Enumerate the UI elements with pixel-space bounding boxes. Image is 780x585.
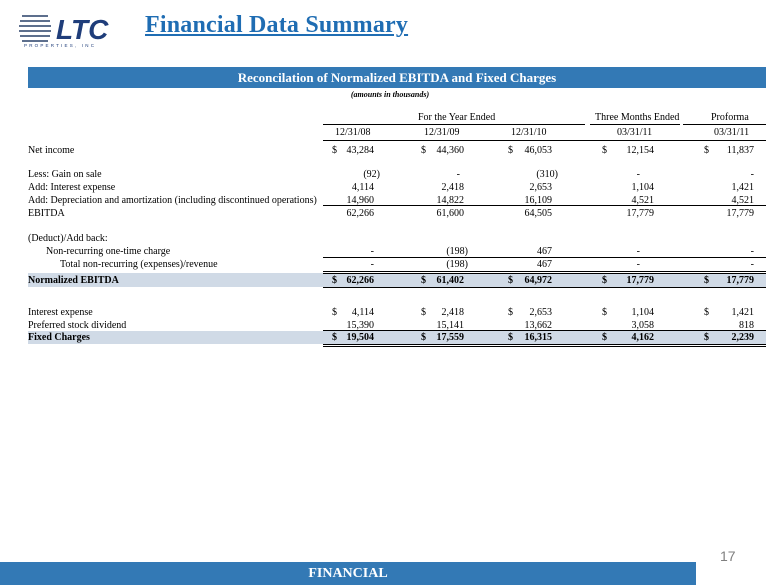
column-header: 12/31/08 [335,127,371,138]
table-cell: 2,653 [529,182,552,193]
row-label-deduct-add-back: (Deduct)/Add back: [28,233,108,244]
table-cell: 64,972 [524,275,552,286]
company-logo [18,12,130,48]
currency-symbol: $ [421,145,426,156]
row-label-normalized-ebitda: Normalized EBITDA [28,275,119,286]
table-cell: 15,141 [436,320,464,331]
currency-symbol: $ [602,145,607,156]
table-cell: 14,960 [346,195,374,206]
row-label-total-non-recurring: Total non-recurring (expenses)/revenue [60,259,218,270]
table-cell: 62,266 [346,275,374,286]
currency-symbol: $ [602,307,607,318]
table-cell: 15,390 [346,320,374,331]
table-cell: 44,360 [436,145,464,156]
fixed-charges-rule [323,344,766,345]
row-label-interest-expense: Add: Interest expense [28,182,116,193]
currency-symbol: $ [508,145,513,156]
table-cell: - [370,246,374,257]
table-banner: Reconcilation of Normalized EBITDA and Fixed Charges [28,67,766,88]
table-cell: 2,418 [441,307,464,318]
row-label-depreciation: Add: Depreciation and amortization (including discontinued operations) [28,195,317,206]
currency-symbol: $ [421,307,426,318]
table-cell: 14,822 [436,195,464,206]
row-label-preferred-dividend: Preferred stock dividend [28,320,127,331]
table-cell: 16,315 [524,332,552,343]
currency-symbol: $ [704,275,709,286]
table-cell: 17,779 [726,208,754,219]
row-label-interest-expense-2: Interest expense [28,307,93,318]
table-cell: (310) [536,169,558,180]
currency-symbol: $ [421,275,426,286]
page-title: Financial Data Summary [145,12,409,38]
table-cell: - [370,259,374,270]
table-cell: 17,779 [726,275,754,286]
table-cell: 17,779 [626,208,654,219]
table-cell: 818 [739,320,754,331]
table-cell: 64,505 [524,208,552,219]
year-header-underline [323,124,585,125]
table-cell: (92) [363,169,380,180]
footer-section-label: FINANCIAL [0,562,696,585]
table-cell: 46,053 [524,145,552,156]
table-cell: - [750,246,754,257]
table-cell: 17,559 [436,332,464,343]
table-cell: 19,504 [346,332,374,343]
table-cell: 4,162 [631,332,654,343]
currency-symbol: $ [332,307,337,318]
column-header: 12/31/09 [424,127,460,138]
page-number: 17 [720,548,736,564]
currency-symbol: $ [508,307,513,318]
table-cell: 61,600 [436,208,464,219]
table-cell: 4,521 [631,195,654,206]
table-cell: (198) [446,259,468,270]
table-cell: 11,837 [726,145,754,156]
row-label-net-income: Net income [28,145,75,156]
table-cell: 467 [537,246,552,257]
row-label-ebitda: EBITDA [28,208,65,219]
total-rule-double [323,273,766,274]
normalized-rule [323,287,766,288]
non-recurring-rule [323,257,766,258]
table-cell: 62,266 [346,208,374,219]
row-label-non-recurring-charge: Non-recurring one-time charge [46,246,171,257]
currency-symbol: $ [332,275,337,286]
currency-symbol: $ [704,332,709,343]
group-header-quarter: Three Months Ended [595,112,680,123]
currency-symbol: $ [602,275,607,286]
table-cell: - [636,246,640,257]
currency-symbol: $ [602,332,607,343]
currency-symbol: $ [332,332,337,343]
row-label-gain-on-sale: Less: Gain on sale [28,169,102,180]
table-cell: 13,662 [524,320,552,331]
table-subtitle: (amounts in thousands) [350,90,430,99]
table-cell: 61,402 [436,275,464,286]
table-cell: 2,418 [441,182,464,193]
column-header-rule [323,140,766,141]
table-cell: 4,521 [731,195,754,206]
table-cell: 3,058 [631,320,654,331]
table-cell: 4,114 [351,307,374,318]
fixed-charges-rule-double [323,346,766,347]
currency-symbol: $ [421,332,426,343]
row-label-fixed-charges: Fixed Charges [28,332,90,343]
table-cell: 2,653 [529,307,552,318]
table-cell: 467 [537,259,552,270]
column-header: 03/31/11 [617,127,653,138]
currency-symbol: $ [508,332,513,343]
normalized-ebitda-highlight [28,273,766,287]
column-header: 03/31/11 [714,127,750,138]
table-cell: 43,284 [346,145,374,156]
table-cell: 1,104 [631,182,654,193]
table-cell: - [636,169,640,180]
table-cell: 1,104 [631,307,654,318]
group-header-proforma: Proforma [711,112,749,123]
table-cell: - [750,259,754,270]
table-cell: - [750,169,754,180]
table-cell: - [636,259,640,270]
table-cell: 12,154 [626,145,654,156]
table-cell: 4,114 [351,182,374,193]
column-header: 12/31/10 [511,127,547,138]
currency-symbol: $ [332,145,337,156]
fixed-charges-highlight [28,331,766,344]
logo-wordmark: LTC [56,14,109,45]
table-cell: 17,779 [626,275,654,286]
logo-subtext: PROPERTIES, INC [24,43,97,48]
table-cell: 1,421 [731,182,754,193]
quarter-header-underline [590,124,680,125]
currency-symbol: $ [508,275,513,286]
currency-symbol: $ [704,307,709,318]
table-cell: 1,421 [731,307,754,318]
table-cell: (198) [446,246,468,257]
group-header-year: For the Year Ended [418,112,496,123]
table-cell: 16,109 [524,195,552,206]
table-cell: - [456,169,460,180]
proforma-header-underline [683,124,766,125]
table-cell: 2,239 [731,332,754,343]
total-rule [323,271,766,272]
currency-symbol: $ [704,145,709,156]
